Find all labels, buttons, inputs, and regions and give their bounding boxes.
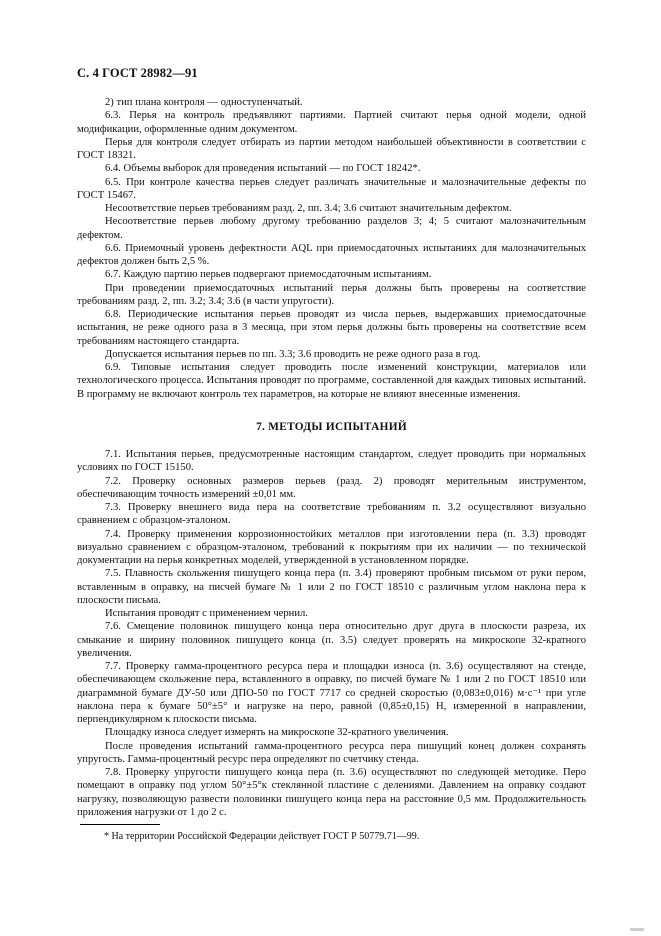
paragraph: 7.1. Испытания перьев, предусмотренные настоящим стандартом, следует проводить при нормальных условиях по ГОСТ 15150.	[77, 449, 586, 474]
paragraph: 2) тип плана контроля — одноступенчатый.	[105, 97, 303, 108]
footnote-divider	[80, 824, 160, 825]
paragraph: При проведении приемосдаточных испытаний перья должны быть проверены на соответствие требованиям разд. 2, пп. 3.2; 3.4; 3.6 (в части упругости).	[77, 282, 586, 307]
scan-artifact	[630, 928, 644, 931]
paragraph: Площадку износа следует измерять на микроскопе 32-кратного увеличения.	[105, 727, 449, 739]
page-header: С. 4 ГОСТ 28982—91	[77, 66, 198, 80]
paragraph: 6.9. Типовые испытания следует проводить после изменений конструкции, материалов или технологического процесса. Испытания проводят по программе, составленной для каждых типовых испытаний. В программу не включают контроль тех параметров, на которые не влияют внесенные изменения.	[77, 362, 586, 400]
section-title: 7. МЕТОДЫ ИСПЫТАНИЙ	[256, 420, 407, 433]
paragraph: 6.4. Объемы выборок для проведения испытаний — по ГОСТ 18242*.	[105, 163, 421, 175]
paragraph: Перья для контроля следует отбирать из партии методом наибольшей объективности в соответствии с ГОСТ 18321.	[77, 136, 586, 161]
paragraph: После проведения испытаний гамма-процентного ресурса пера пишущий конец должен сохранять упругость. Гамма-процентный ресурс пера определяют по счетчику стенда.	[77, 740, 586, 765]
paragraph: Несоответствие перьев требованиям разд. 2, пп. 3.4; 3.6 считают значительным дефектом.	[105, 203, 512, 214]
document-body	[77, 96, 586, 819]
paragraph: 7.7. Проверку гамма-процентного ресурса пера и площадки износа (п. 3.6) осуществляют на стенде, обеспечивающем скольжение пера, вставленного в оправку, по писчей бумаге № 1 или 2 по ГОСТ 18510 или диаграммной бумаге ДУ-50 или ДПО-50 по ГОСТ 7717 со средней скоростью (0,083±0,016) м·с⁻¹ при угле наклона пера к бумаге 50°±5° и нагрузке на перо, равной (0,85±0,15) Н, измеренной в направлении, перпендикулярном к плоскости письма.	[77, 661, 586, 725]
paragraph: 7.4. Проверку применения коррозионностойких металлов при изготовлении пера (п. 3.3) проводят визуально сравнением с образцом-эталоном, требований к покрытиям при их наличии — по технической документации на перья конкретных моделей, утвержденной в установленном порядке.	[77, 528, 586, 566]
paragraph: Допускается испытания перьев по пп. 3.3; 3.6 проводить не реже одного раза в год.	[105, 348, 481, 360]
paragraph: Испытания проводят с применением чернил.	[105, 608, 308, 619]
paragraph: 6.6. Приемочный уровень дефектности AQL при приемосдаточных испытаниях для малозначительных дефектов должен быть 2,5 %.	[77, 242, 586, 267]
paragraph: 7.3. Проверку внешнего вида пера на соответствие требованиям п. 3.2 осуществляют визуально сравнением с образцом-эталоном.	[77, 502, 586, 527]
paragraph: 7.2. Проверку основных размеров перьев (разд. 2) проводят мерительным инструментом, обеспечивающим точность измерений ±0,01 мм.	[77, 475, 586, 500]
paragraph: Несоответствие перьев любому другому требованию разделов 3; 4; 5 считают малозначительным дефектом.	[77, 216, 586, 241]
paragraph: 7.8. Проверку упругости пишущего конца пера (п. 3.6) осуществляют по следующей методике. Перо помещают в оправку под углом 50°±5°к стеклянной пластине с делениями. Давлением на оправку создают нагрузку, позволяющую развести половинки пишущего конца пера на расстояние 0,5 мм. Продолжительность приложения нагрузки от 1 до 2 с.	[77, 767, 586, 818]
paragraph: 6.5. При контроле качества перьев следует различать значительные и малозначительные дефекты по ГОСТ 15467.	[77, 176, 586, 201]
paragraph: 7.6. Смещение половинок пишущего конца пера относительно друг друга в плоскости разреза, их смыкание и ширину половинок пишущего конца (п. 3.5) следует проверять на микроскопе 32-кратного увеличения.	[77, 621, 586, 659]
paragraph: 6.3. Перья на контроль предъявляют партиями. Партией считают перья одной модели, одной модификации, оформленные одним документом.	[77, 110, 586, 135]
paragraph: 6.7. Каждую партию перьев подвергают приемосдаточным испытаниям.	[105, 269, 432, 281]
paragraph: 7.5. Плавность скольжения пишущего конца пера (п. 3.4) проверяют пробным письмом от руки пером, вставленным в оправку, на писчей бумаге № 1 или 2 по ГОСТ 18510 с различным углом наклона пера к плоскости письма.	[77, 568, 586, 606]
paragraph: 6.8. Периодические испытания перьев проводят из числа перьев, выдержавших приемосдаточные испытания, не реже одного раза в 3 месяца, при этом перья должны быть проверены на соответствие всем требованиям настоящего стандарта.	[77, 309, 586, 347]
footnote: * На территории Российской Федерации действует ГОСТ Р 50779.71—99.	[104, 831, 420, 842]
